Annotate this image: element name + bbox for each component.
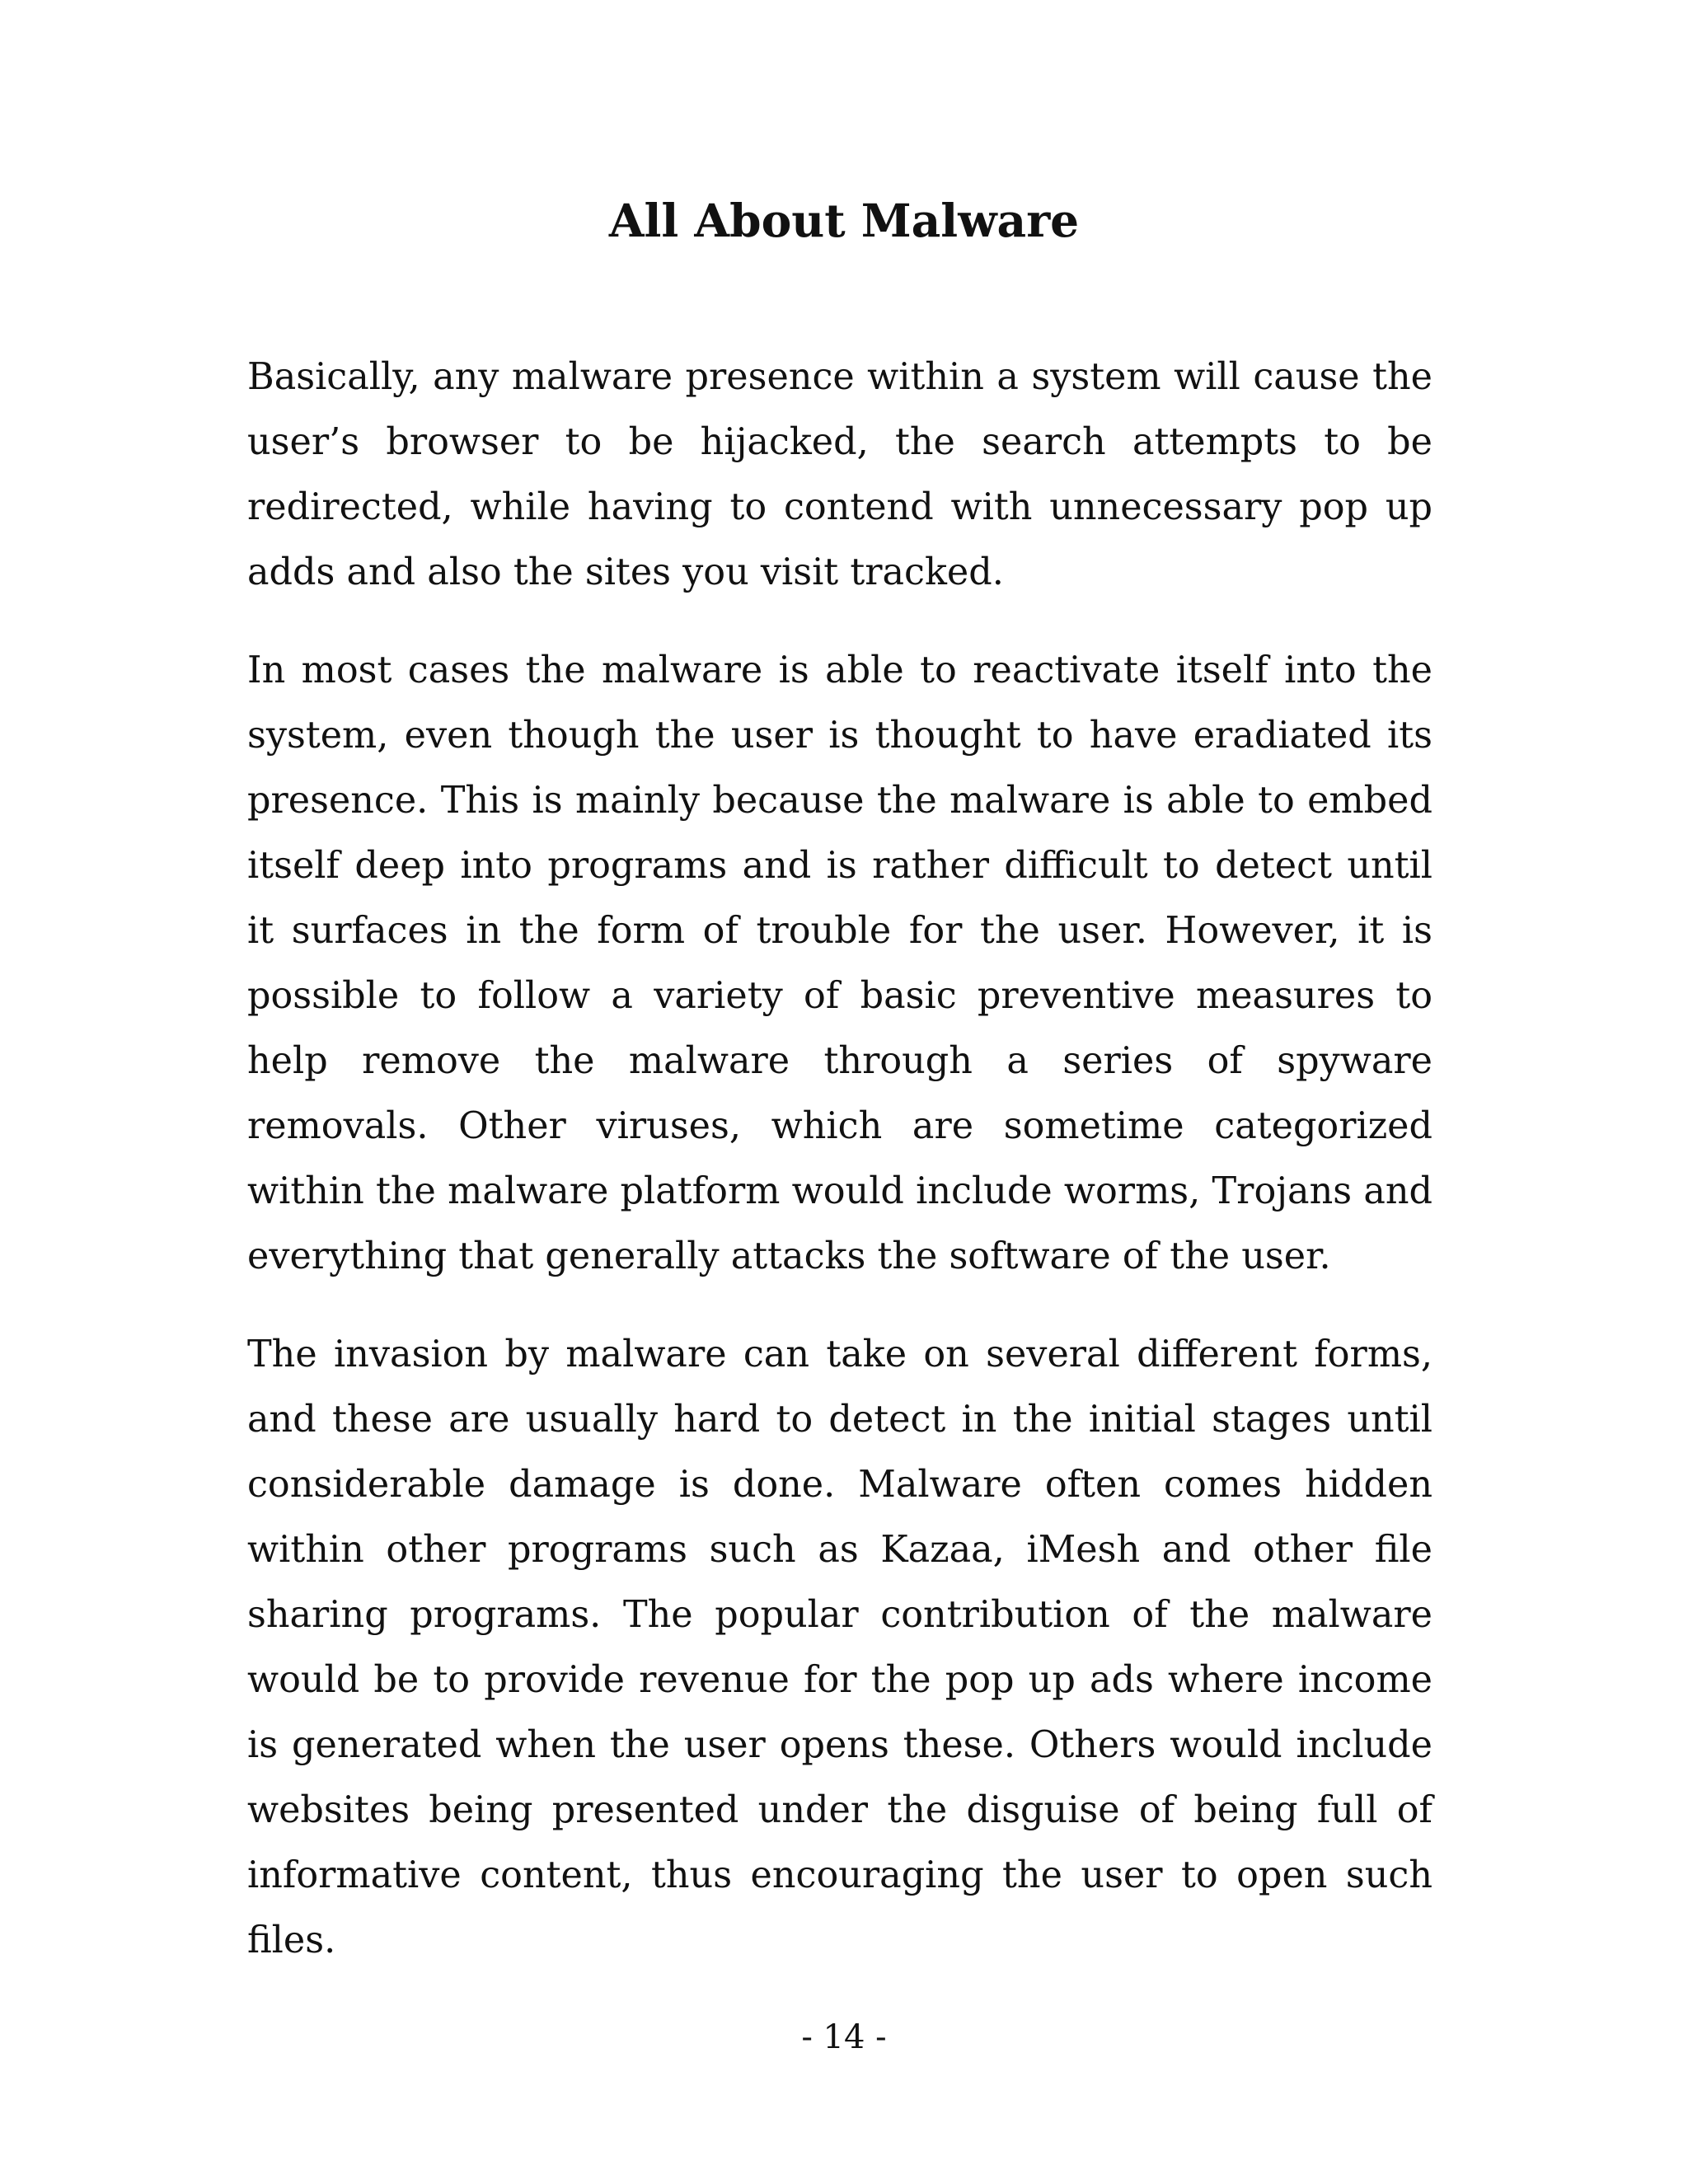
paragraph-2: In most cases the malware is able to reactivate itself into the system, even though the user is thought to have eradiated its presence. This is mainly because the malware is able to embed itself deep into programs and is rather difficult to detect until it surfaces in the form of trouble for the user. However, it is possible to follow a variety of basic preventive measures to help remove the malware through a series of spyware removals. Other viruses, which are sometime categorized within the malware platform would include worms, Trojans and everything that generally attacks the software of the user. [247,649,1432,1277]
page-number: - 14 - [801,2018,887,2056]
paragraph-1: Basically, any malware presence within a system will cause the user’s browser to be hijacked, the search attempts to be redirected, while having to contend with unnecessary pop up adds and also the sites you visit tracked. [247,356,1432,593]
paragraph-3: The invasion by malware can take on several different forms, and these are usually hard to detect in the initial stages until considerable damage is done. Malware often comes hidden within other programs such as Kazaa, iMesh and other file sharing programs. The popular contribution of the malware would be to provide revenue for the pop up ads where income is generated when the user opens these. Others would include websites being presented under the disguise of being full of informative content, thus encouraging the user to open such files. [247,1333,1432,1961]
body-text [247,344,1432,2006]
page-title: All About Malware [608,194,1080,247]
